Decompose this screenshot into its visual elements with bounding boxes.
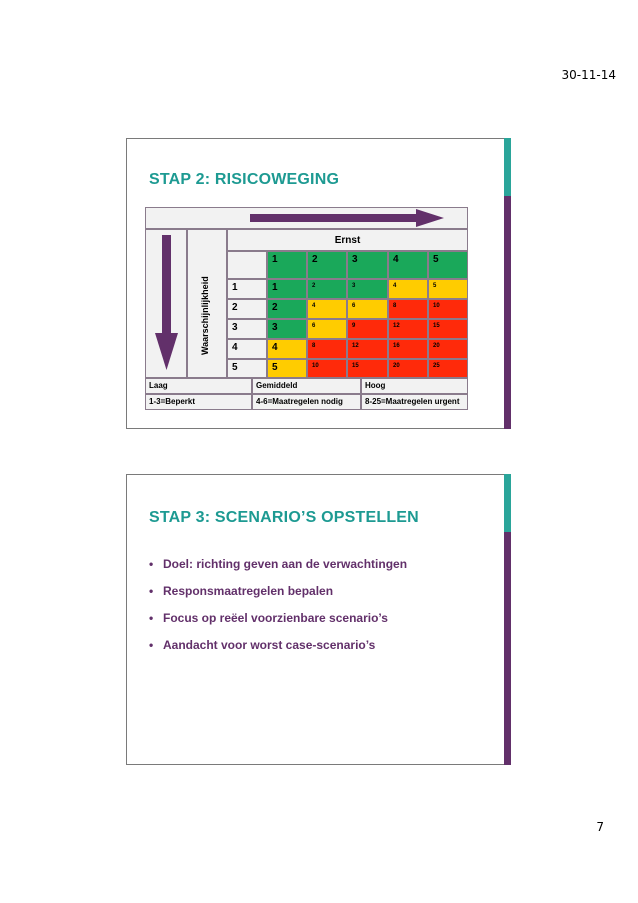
slide-title: STAP 2: RISICOWEGING xyxy=(149,171,340,188)
bullet-text: Aandacht voor worst case-scenario’s xyxy=(163,638,376,652)
bullet-dot-icon: • xyxy=(149,584,154,598)
bullet-text: Responsmaatregelen bepalen xyxy=(163,584,334,598)
risk-cell: 6 xyxy=(347,299,388,319)
arrow-right-icon xyxy=(250,209,450,227)
risk-cell: 8 xyxy=(388,299,428,319)
col-header-5: 5 xyxy=(428,251,468,279)
risk-cell: 20 xyxy=(388,359,428,378)
bullet-item xyxy=(149,584,407,598)
col-header-3: 3 xyxy=(347,251,388,279)
bullet-dot-icon: • xyxy=(149,611,154,625)
legend-low: Laag xyxy=(145,378,252,394)
risk-cell: 15 xyxy=(428,319,468,339)
legend-high-desc: 8-25=Maatregelen urgent xyxy=(361,394,468,410)
bullet-item xyxy=(149,557,407,571)
col-header-2: 2 xyxy=(307,251,347,279)
severity-label: Ernst xyxy=(227,229,468,251)
row-label-5: 5 xyxy=(227,359,267,378)
slide-side-bar xyxy=(504,138,511,429)
row-label-3: 3 xyxy=(227,319,267,339)
slide-side-bar-accent xyxy=(504,138,511,196)
risk-cell: 10 xyxy=(307,359,347,378)
legend-mid-desc: 4-6=Maatregelen nodig xyxy=(252,394,361,410)
corner-cell xyxy=(227,251,267,279)
legend-mid: Gemiddeld xyxy=(252,378,361,394)
row-label-4: 4 xyxy=(227,339,267,359)
risk-cell: 25 xyxy=(428,359,468,378)
row-label-2: 2 xyxy=(227,299,267,319)
date-header: 30-11-14 xyxy=(561,68,616,82)
risk-cell: 9 xyxy=(347,319,388,339)
slide-side-bar-accent xyxy=(504,474,511,532)
bullet-list xyxy=(149,557,407,665)
bullet-dot-icon: • xyxy=(149,557,154,571)
col-header-4: 4 xyxy=(388,251,428,279)
risk-cell: 3 xyxy=(267,319,307,339)
risk-cell: 15 xyxy=(347,359,388,378)
page-number: 7 xyxy=(596,820,604,834)
risk-cell: 10 xyxy=(428,299,468,319)
bullet-item xyxy=(149,638,407,652)
risk-cell: 1 xyxy=(267,279,307,299)
risk-cell: 4 xyxy=(388,279,428,299)
arrow-down-icon xyxy=(155,235,179,375)
risk-cell: 2 xyxy=(307,279,347,299)
col-header-1: 1 xyxy=(267,251,307,279)
bullet-item xyxy=(149,611,407,625)
arrow-column xyxy=(145,229,187,378)
bullet-text: Doel: richting geven aan de verwachtingen xyxy=(163,557,408,571)
risk-cell: 6 xyxy=(307,319,347,339)
risk-matrix xyxy=(145,207,468,414)
risk-cell: 4 xyxy=(267,339,307,359)
risk-cell: 4 xyxy=(307,299,347,319)
slide-risk-weighting xyxy=(126,138,511,429)
risk-cell: 8 xyxy=(307,339,347,359)
likelihood-label: Waarschijnlijkheid xyxy=(200,276,210,355)
risk-cell: 5 xyxy=(428,279,468,299)
risk-cell: 2 xyxy=(267,299,307,319)
risk-cell: 12 xyxy=(388,319,428,339)
bullet-text: Focus op reëel voorzienbare scenario’s xyxy=(163,611,388,625)
risk-cell: 12 xyxy=(347,339,388,359)
legend-high: Hoog xyxy=(361,378,468,394)
risk-cell: 5 xyxy=(267,359,307,378)
risk-cell: 20 xyxy=(428,339,468,359)
arrow-row xyxy=(145,207,468,229)
slide-scenarios xyxy=(126,474,511,765)
risk-cell: 16 xyxy=(388,339,428,359)
row-label-1: 1 xyxy=(227,279,267,299)
legend-low-desc: 1-3=Beperkt xyxy=(145,394,252,410)
slide-side-bar xyxy=(504,474,511,765)
slide-title: STAP 3: SCENARIO’S OPSTELLEN xyxy=(149,509,419,526)
bullet-dot-icon: • xyxy=(149,638,154,652)
risk-cell: 3 xyxy=(347,279,388,299)
